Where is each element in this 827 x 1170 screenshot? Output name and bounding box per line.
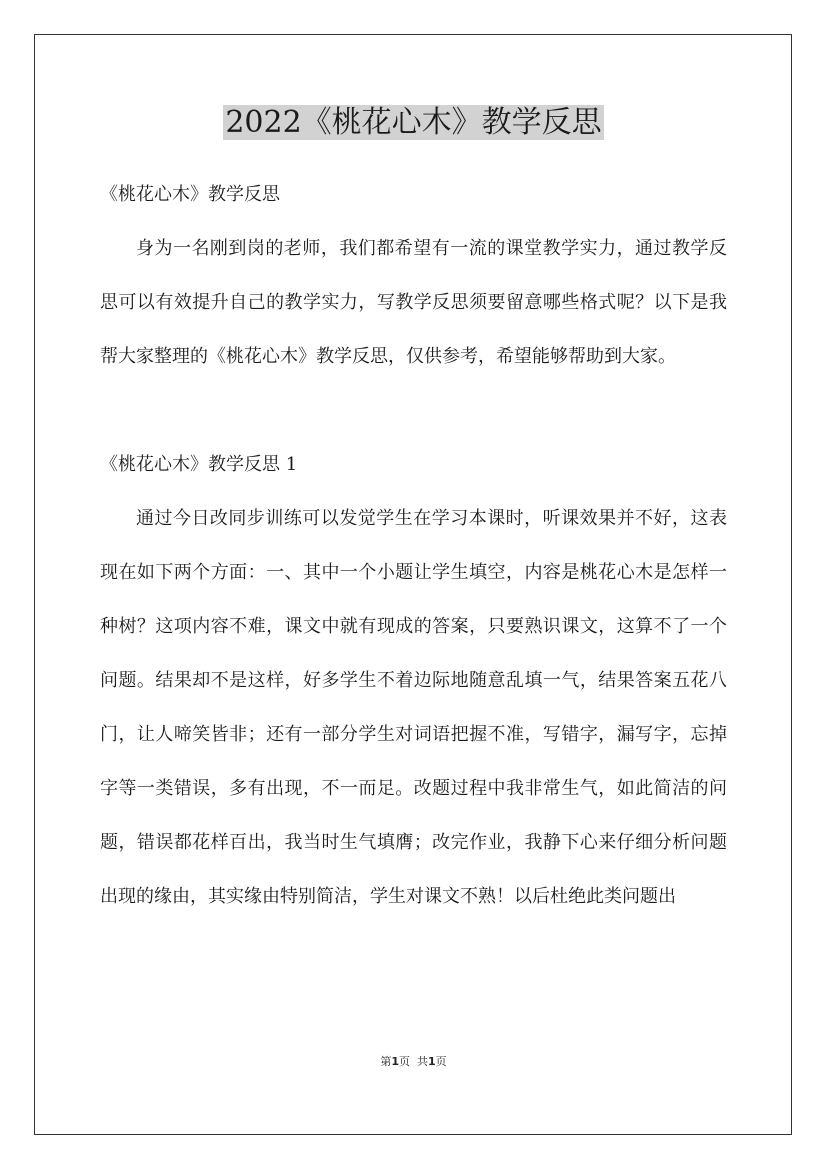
- section1-heading: 《桃花心木》教学反思 1: [100, 454, 298, 475]
- footer-page-suffix: 页: [399, 1055, 410, 1068]
- footer-total-prefix: 共: [417, 1055, 428, 1068]
- document-title-text: 2022《桃花心木》教学反思: [225, 105, 602, 140]
- document-title: [0, 97, 827, 149]
- page-footer: [0, 1053, 827, 1069]
- intro-heading: 《桃花心木》教学反思: [100, 184, 280, 205]
- section-spacer: [100, 384, 727, 438]
- footer-page-current: 1: [391, 1055, 399, 1068]
- footer-page-prefix: 第: [380, 1055, 392, 1068]
- document-body: [100, 168, 727, 924]
- footer-page-total: 1: [428, 1055, 436, 1068]
- intro-paragraph: 身为一名刚到岗的老师，我们都希望有一流的课堂教学实力，通过教学反思可以有效提升自己的教学实力，写教学反思须要留意哪些格式呢？以下是我帮大家整理的《桃花心木》教学反思，仅供参考，希望能够帮助到大家。: [100, 238, 727, 367]
- footer-total-suffix: 页: [435, 1055, 447, 1068]
- section1-paragraph: 通过今日改同步训练可以发觉学生在学习本课时，听课效果并不好，这表现在如下两个方面：一、其中一个小题让学生填空，内容是桃花心木是怎样一种树？这项内容不难，课文中就有现成的答案，只要熟识课文，这算不了一个问题。结果却不是这样，好多学生不着边际地随意乱填一气，结果答案五花八门，让人啼笑皆非；还有一部分学生对词语把握不准，写错字，漏写字，忘掉字等一类错误，多有出现，不一而足。改题过程中我非常生气，如此简洁的问题，错误都花样百出，我当时生气填膺；改完作业，我静下心来仔细分析问题出现的缘由，其实缘由特别简洁，学生对课文不熟！以后杜绝此类问题出: [100, 508, 727, 907]
